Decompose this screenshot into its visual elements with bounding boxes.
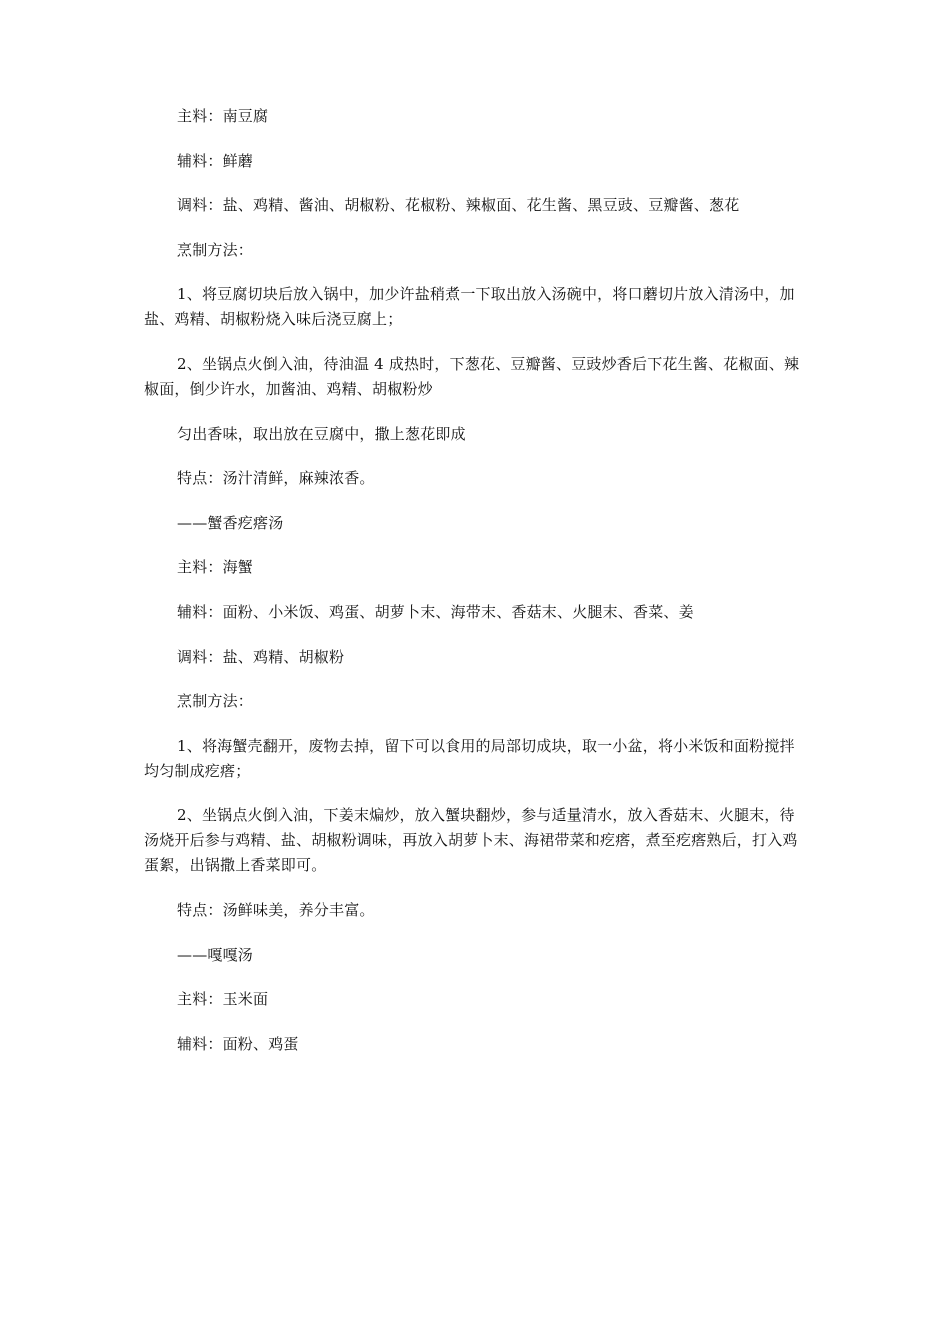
recipe-title-crab-soup: ——蟹香疙瘩汤 xyxy=(177,513,284,532)
document-body xyxy=(144,104,808,1076)
paragraph-method-step-2b: 2、坐锅点火倒入油，下姜末煸炒，放入蟹块翻炒，参与适量清水，放入香菇末、火腿末，待汤烧开后参与鸡精、盐、胡椒粉调味，再放入胡萝卜末、海裙带菜和疙瘩，煮至疙瘩熟后，打入鸡蛋絮，出锅撒上香菜即可。 xyxy=(144,806,798,875)
recipe-title-gaga-soup: ——嘎嘎汤 xyxy=(177,945,254,964)
paragraph-seasoning-crab: 调料：盐、鸡精、胡椒粉 xyxy=(177,647,345,666)
paragraph-method-step-2a-continued: 匀出香味，取出放在豆腐中，撒上葱花即成 xyxy=(177,424,466,443)
paragraph-method-step-1a: 1、将豆腐切块后放入锅中，加少许盐稍煮一下取出放入汤碗中，将口蘑切片放入清汤中，加盐、鸡精、胡椒粉烧入味后浇豆腐上； xyxy=(144,285,795,329)
paragraph-seasoning-tofu: 调料：盐、鸡精、酱油、胡椒粉、花椒粉、辣椒面、花生酱、黑豆豉、豆瓣酱、葱花 xyxy=(177,196,740,215)
paragraph-side-ingredient-gaga: 辅料：面粉、鸡蛋 xyxy=(177,1034,299,1053)
paragraph-method-step-1b: 1、将海蟹壳翻开，废物去掉，留下可以食用的局部切成块，取一小盆，将小米饭和面粉搅拌均匀制成疙瘩； xyxy=(144,736,795,780)
paragraph-method-step-2a: 2、坐锅点火倒入油，待油温 4 成热时，下葱花、豆瓣酱、豆豉炒香后下花生酱、花椒面、辣椒面，倒少许水，加酱油、鸡精、胡椒粉炒 xyxy=(144,354,800,398)
paragraph-main-ingredient-crab: 主料：海蟹 xyxy=(177,558,254,577)
paragraph-side-ingredient-crab: 辅料：面粉、小米饭、鸡蛋、胡萝卜末、海带末、香菇末、火腿末、香菜、姜 xyxy=(177,602,694,621)
paragraph-main-ingredient-cornmeal: 主料：玉米面 xyxy=(177,990,269,1009)
paragraph-feature-crab: 特点：汤鲜味美，养分丰富。 xyxy=(177,900,375,919)
paragraph-main-ingredient-tofu: 主料：南豆腐 xyxy=(177,107,269,125)
paragraph-method-heading-1: 烹制方法： xyxy=(177,240,254,259)
paragraph-side-ingredient-mushroom: 辅料：鲜蘑 xyxy=(177,151,254,170)
paragraph-method-heading-2: 烹制方法： xyxy=(177,692,254,711)
paragraph-feature-tofu: 特点：汤汁清鲜，麻辣浓香。 xyxy=(177,469,375,488)
